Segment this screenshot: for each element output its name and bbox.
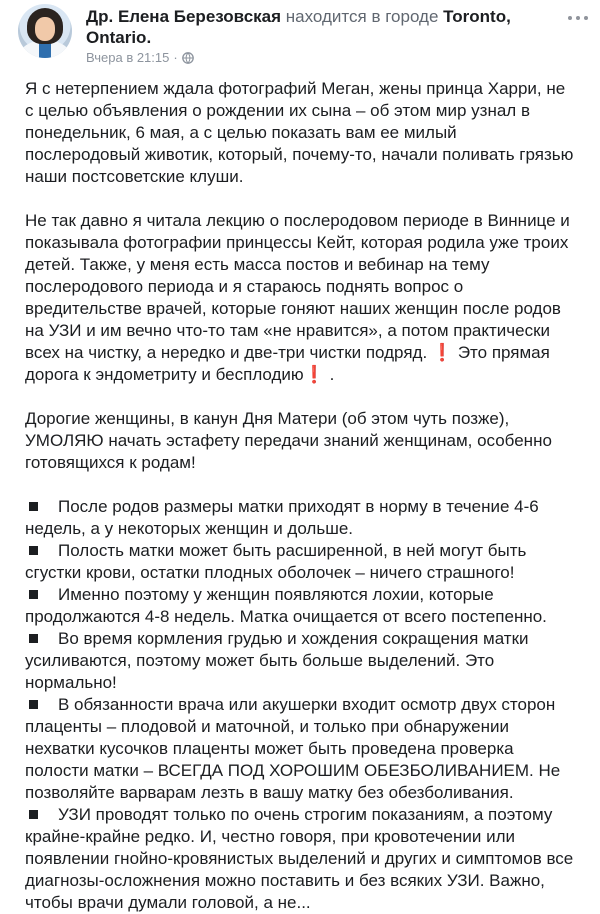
globe-icon[interactable] [182, 52, 194, 64]
post-meta [86, 49, 194, 67]
black-square-icon [29, 502, 38, 511]
black-square-icon [29, 546, 38, 555]
avatar-face [35, 17, 55, 41]
more-options-icon[interactable] [566, 11, 590, 25]
list-item [25, 628, 575, 694]
list-item-text: В обязанности врача или акушерки входит осмотр двух сторон плаценты – плодовой и маточной, и только при обнаружении нехватки кусочков плаценты может быть проведена проверка полости матки – ВСЕГДА ПОД ХОРОШИМ ОБЕЗБОЛИВАНИЕМ. Не позволяйте варварам лезть в вашу матку без обезболивания. [25, 695, 561, 802]
list-item [25, 540, 575, 584]
exclamation-icon: ❗ [431, 343, 454, 362]
exclamation-icon: ❗ [303, 365, 325, 384]
list-item-text: Во время кормления грудью и хождения сокращения матки усиливаются, поэтому может быть больше выделений. Это нормально! [25, 629, 529, 692]
paragraph-1: Я с нетерпением ждала фотографий Меган, жены принца Харри, не с целью объявления о рождении их сына – об этом мир узнал в понедельник, 6 мая, а с целью показать вам ее милый послеродовый животик, который, почему-то, начали поливать грязью наши постсоветские клуши. [25, 79, 574, 186]
list-item [25, 694, 575, 804]
black-square-icon [29, 634, 38, 643]
list-item-text: Именно поэтому у женщин появляются лохии, которые продолжаются 4-8 недель. Матка очищается от всего постепенно. [25, 585, 547, 626]
location-period: . [146, 28, 152, 47]
paragraph-3: Дорогие женщины, в канун Дня Матери (об этом чуть позже), УМОЛЯЮ начать эстафету передачи знаний женщинам, особенно готовящихся к родам! [25, 409, 552, 472]
post-header [86, 6, 556, 48]
post-timestamp[interactable]: Вчера в 21:15 [86, 50, 170, 65]
black-square-icon [29, 590, 38, 599]
black-square-icon [29, 810, 38, 819]
list-item-text: УЗИ проводят только по очень строгим показаниям, а поэтому крайне-крайне редко. И, честно говоря, при кровотечении или появлении гнойно-кровянистых выделений и других и симптомов все диагнозы-осложнения можно поставить и без всяких УЗИ. Важно, чтобы врачи думали головой, а не... [25, 805, 574, 912]
avatar[interactable] [18, 4, 72, 58]
meta-separator: · [173, 50, 178, 65]
bullet-list [25, 496, 575, 914]
paragraph-2 [25, 210, 575, 386]
paragraph-2-end: Это прямая дорога к эндометриту и бесплодию [25, 343, 550, 384]
list-item-text: После родов размеры матки приходят в норму в течение 4-6 недель, а у некоторых женщин и дольше. [25, 497, 539, 538]
paragraph-2-dot: . [329, 365, 335, 384]
black-square-icon [29, 700, 38, 709]
paragraph-2-text: Не так давно я читала лекцию о послеродовом периоде в Виннице и показывала фотографии принцессы Кейт, которая родила уже троих детей. Также, у меня есть масса постов и вебинар на тему послеродового периода и я стараюсь поднять вопрос о вредительстве врачей, которые гоняют наших женщин после родов на УЗИ и им вечно что-то там «не нравится», а потом практически всех на чистку, а нередко и две-три чистки подряд. [25, 211, 570, 362]
author-name[interactable]: Др. Елена Березовская [86, 7, 282, 26]
location-connector: находится в городе [285, 7, 439, 26]
list-item [25, 804, 575, 914]
location-name[interactable]: Toronto, Ontario [86, 7, 511, 47]
list-item [25, 496, 575, 540]
list-item [25, 584, 575, 628]
post-body [25, 78, 575, 914]
list-item-text: Полость матки может быть расширенной, в ней могут быть сгустки крови, остатки плодных оболочек – ничего страшного! [25, 541, 527, 582]
